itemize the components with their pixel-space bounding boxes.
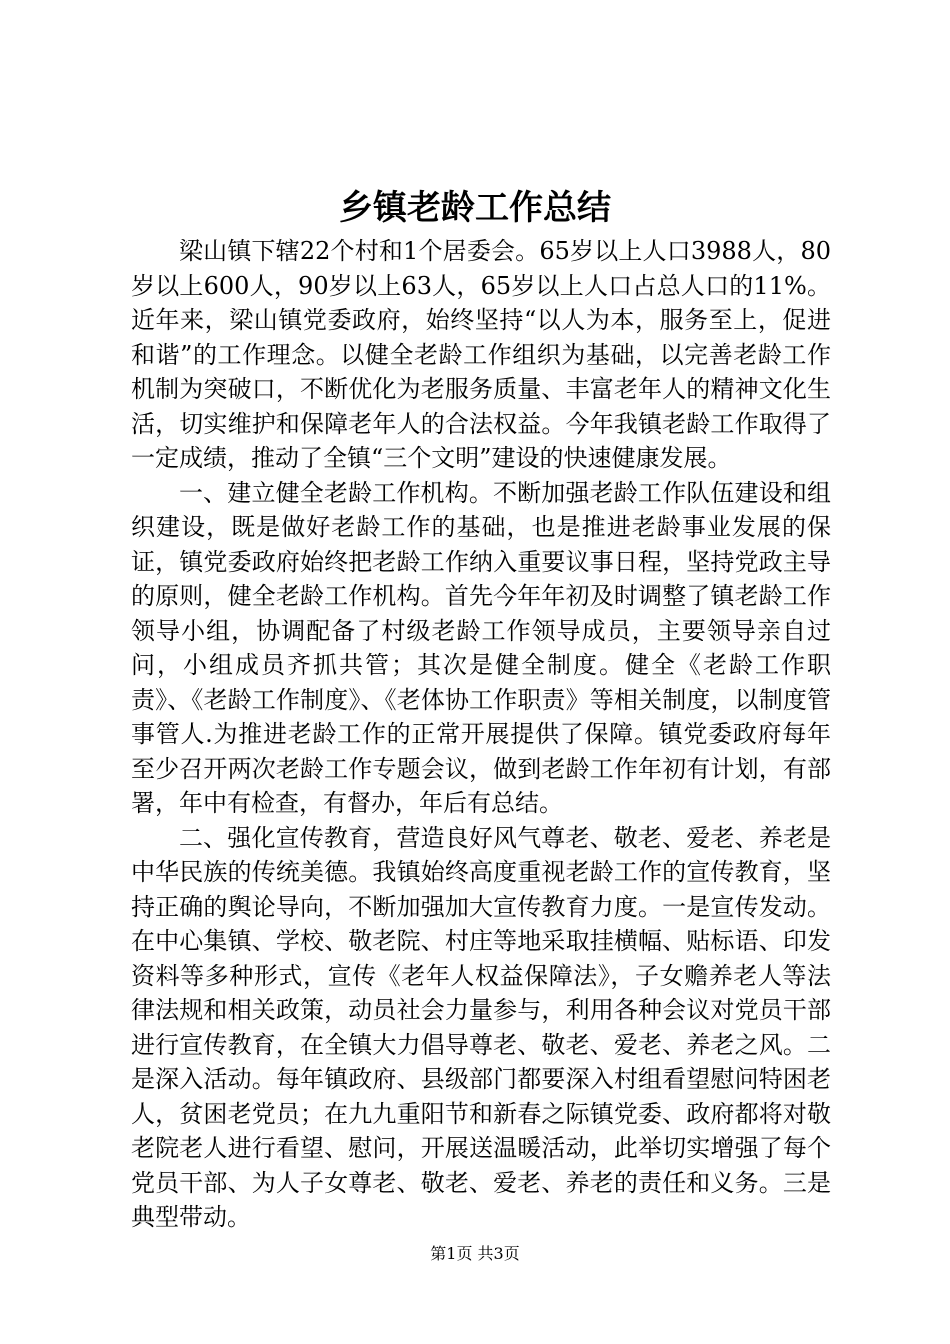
paragraph-section-1: 一、建立健全老龄工作机构。不断加强老龄工作队伍建设和组织建设，既是做好老龄工作的基础，也是推进老龄事业发展的保证，镇党委政府始终把老龄工作纳入重要议事日程，坚持党政主导的原则，健全老龄工作机构。首先今年年初及时调整了镇老龄工作领导小组，协调配备了村级老龄工作领导成员，主要领导亲自过问，小组成员齐抓共管；其次是健全制度。健全《老龄工作职责》、《老龄工作制度》、《老体协工作职责》等相关制度，以制度管事管人.为推进老龄工作的正常开展提供了保障。镇党委政府每年至少召开两次老龄工作专题会议，做到老龄工作年初有计划，有部署，年中有检查，有督办，年后有总结。 [131, 478, 831, 817]
paragraph-section-2: 二、强化宣传教育，营造良好风气尊老、敬老、爱老、养老是中华民族的传统美德。我镇始终高度重视老龄工作的宣传教育，坚持正确的舆论导向，不断加强加大宣传教育力度。一是宣传发动。在中心集镇、学校、敬老院、村庄等地采取挂横幅、贴标语、印发资料等多种形式，宣传《老年人权益保障法》，子女赡养老人等法律法规和相关政策，动员社会力量参与，利用各种会议对党员干部进行宣传教育，在全镇大力倡导尊老、敬老、爱老、养老之风。二是深入活动。每年镇政府、县级部门都要深入村组看望慰问特困老人，贫困老党员；在九九重阳节和新春之际镇党委、政府都将对敬老院老人进行看望、慰问，开展送温暖活动，此举切实增强了每个党员干部、为人子女尊老、敬老、爱老、养老的责任和义务。三是典型带动。 [131, 823, 831, 1231]
document-body [131, 234, 831, 1235]
document-title: 乡镇老龄工作总结 [339, 188, 611, 228]
page-number-footer: 第1页 共3页 [430, 1244, 520, 1263]
paragraph-intro: 梁山镇下辖22个村和1个居委会。65岁以上人口3988人，80岁以上600人，90岁以上63人，65岁以上人口占总人口的11%。近年来，梁山镇党委政府，始终坚持“以人为本，服务至上，促进和谐”的工作理念。以健全老龄工作组织为基础，以完善老龄工作机制为突破口，不断优化为老服务质量、丰富老年人的精神文化生活，切实维护和保障老年人的合法权益。今年我镇老龄工作取得了一定成绩，推动了全镇“三个文明”建设的快速健康发展。 [131, 237, 831, 472]
